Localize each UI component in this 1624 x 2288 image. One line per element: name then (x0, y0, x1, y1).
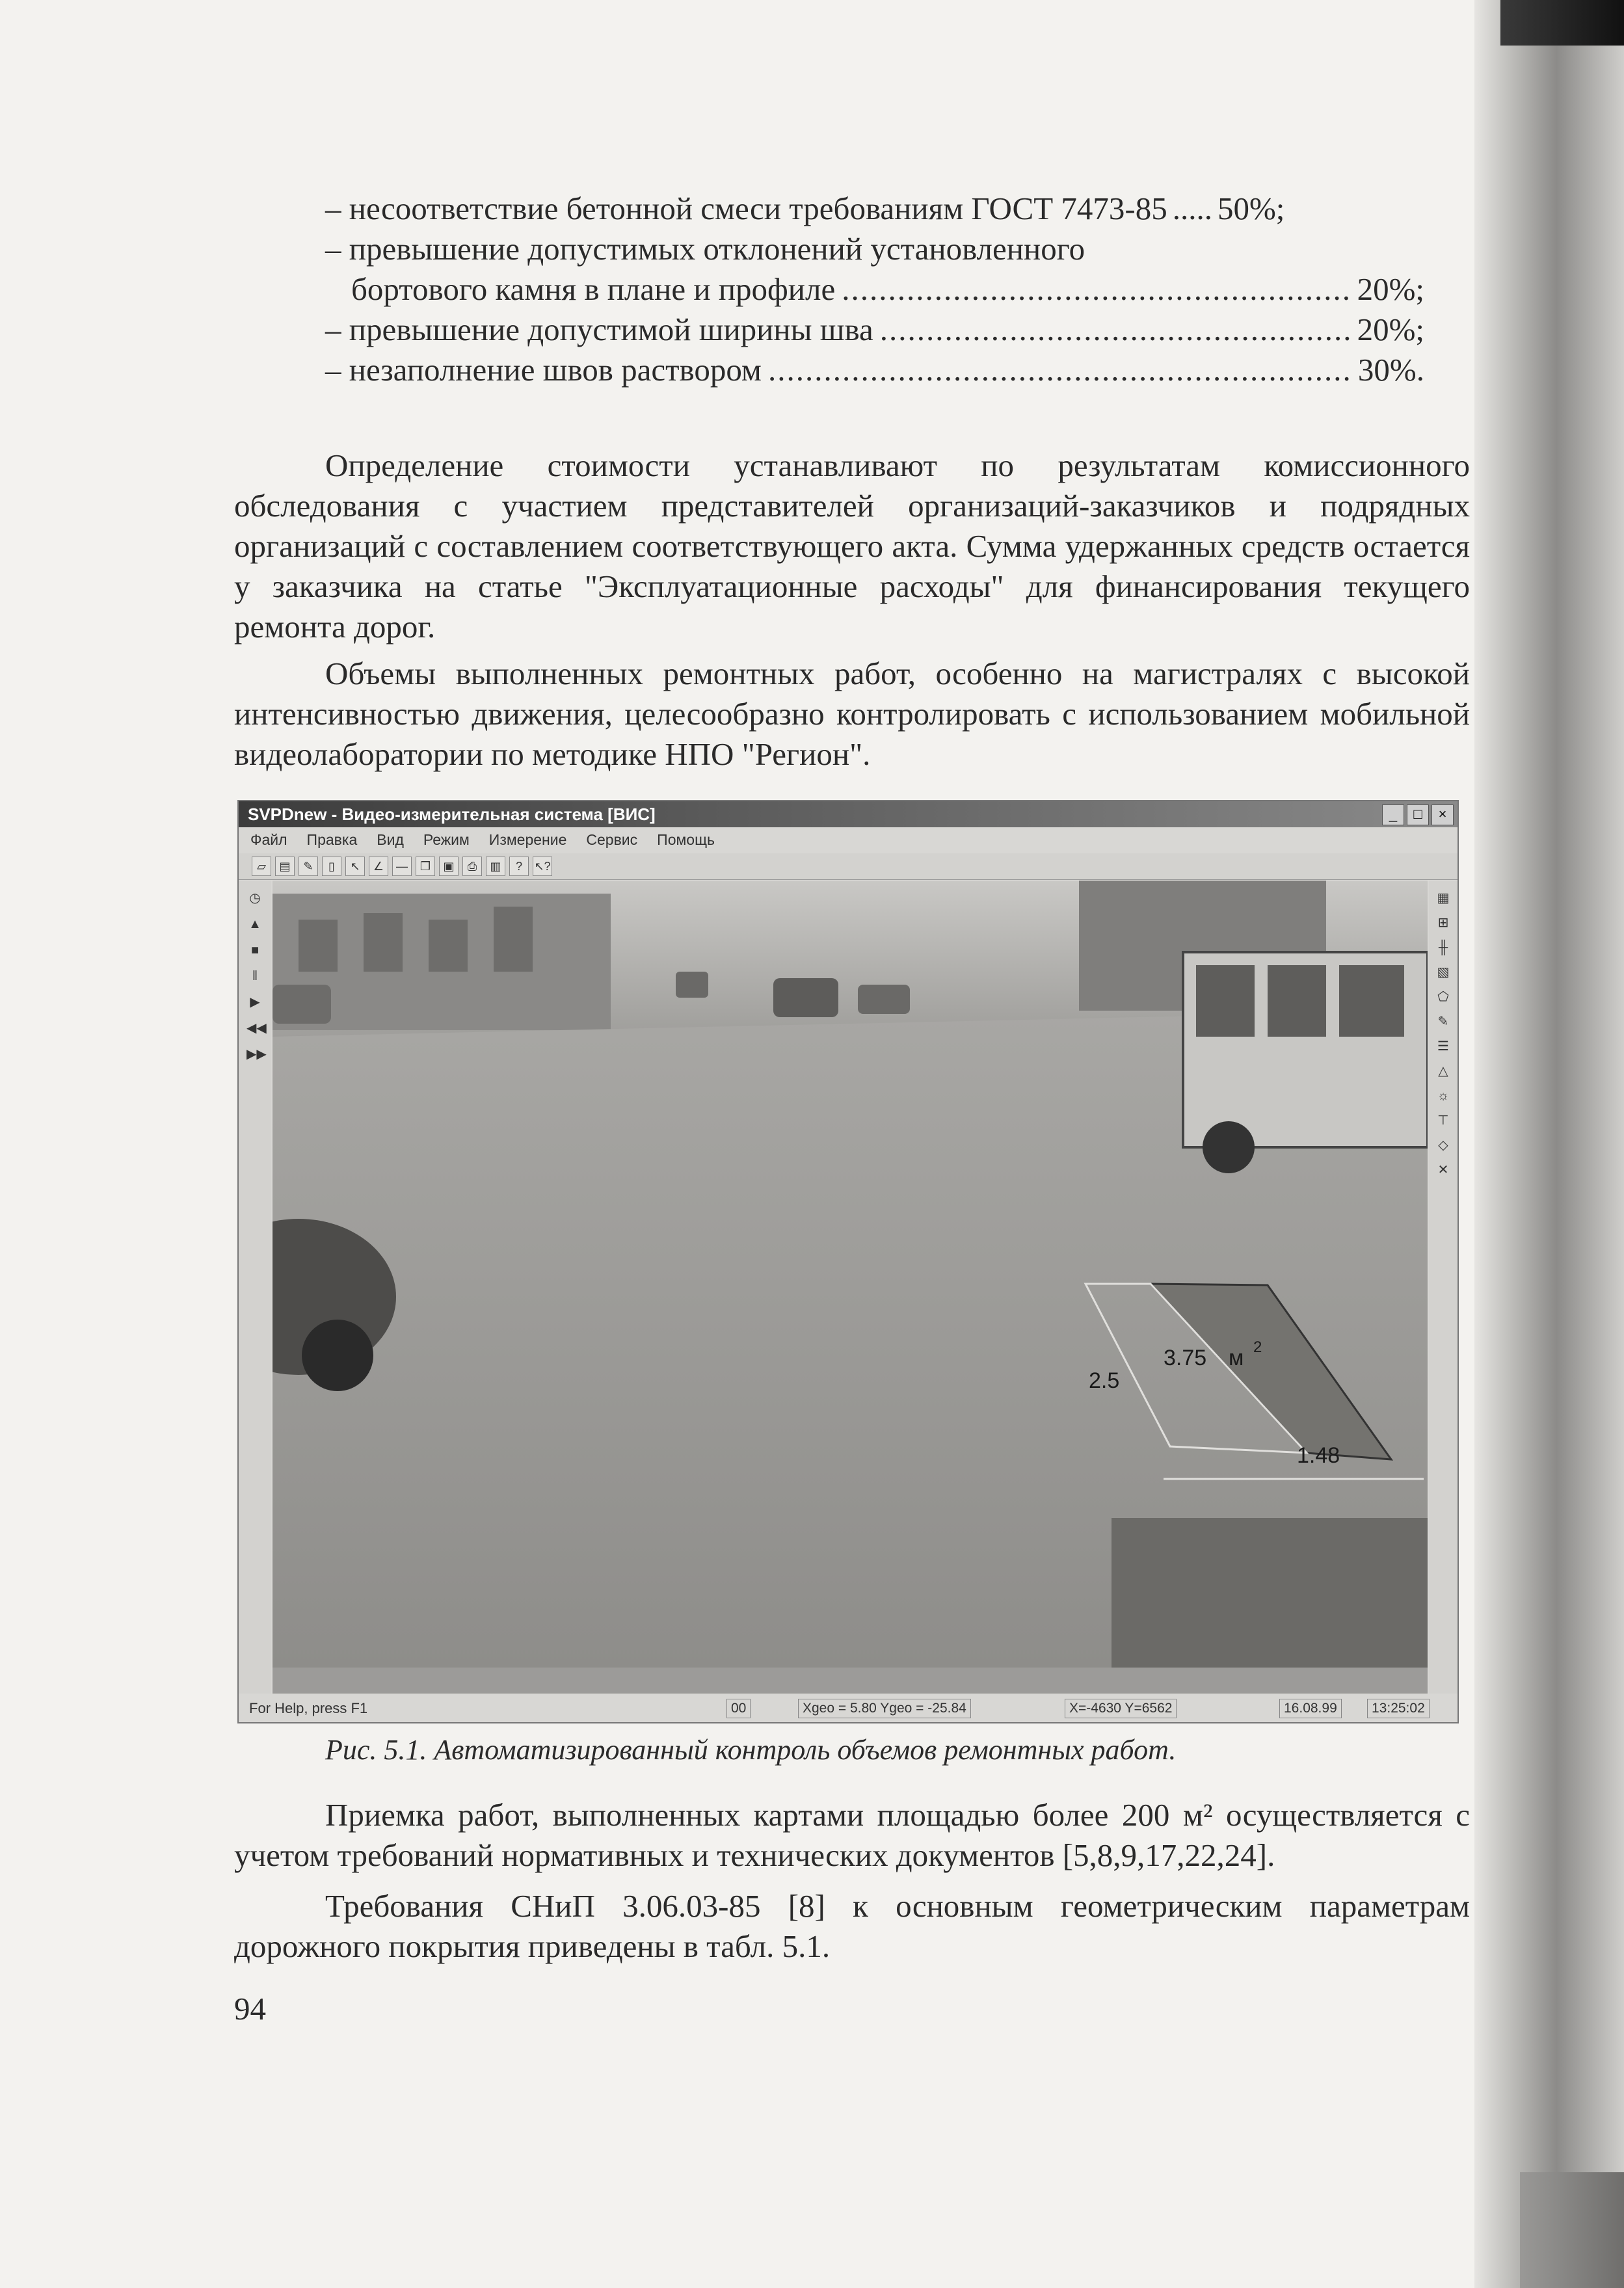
window-controls (1382, 805, 1454, 825)
edit-icon[interactable]: ✎ (299, 857, 318, 876)
stop-icon[interactable]: ■ (250, 943, 260, 957)
menu-measure[interactable]: Измерение (488, 831, 567, 848)
help-icon[interactable]: ? (509, 857, 529, 876)
car (858, 985, 910, 1014)
status-geo: Xgeo = 5.80 Ygeo = -25.84 (798, 1699, 971, 1718)
road-video-frame (273, 881, 1428, 1694)
rough-patch (1112, 1518, 1428, 1668)
list-item: – несоответствие бетонной смеси требованиям ГОСТ 7473-85 ..... 50%; (325, 191, 1285, 226)
pause-icon[interactable]: ‖ (252, 969, 258, 983)
close-button[interactable]: × (1431, 805, 1454, 825)
page-edge-dark (1500, 0, 1624, 46)
minimize-button[interactable]: _ (1382, 805, 1404, 825)
forward-icon[interactable]: ▶▶ (246, 1047, 267, 1061)
sun-icon[interactable]: ☼ (1437, 1089, 1450, 1103)
car (676, 972, 708, 998)
step-up-icon[interactable]: ▲ (248, 917, 261, 931)
paragraph: Приемка работ, выполненных картами площадью более 200 м² осуществляется с учетом требований нормативных и технических документов [5,8,9,17,22,24]. (234, 1797, 1470, 1873)
split-icon[interactable]: ⊞ (1437, 916, 1449, 930)
polygon-icon[interactable]: ⬠ (1437, 990, 1449, 1004)
road-scene (273, 881, 1428, 1668)
diamond-icon[interactable]: ◇ (1438, 1138, 1448, 1152)
list-item: – превышение допустимых отклонений установленного (325, 231, 1085, 267)
page-icon[interactable]: ▯ (322, 857, 341, 876)
page-number: 94 (234, 1991, 266, 2027)
play-icon[interactable]: ▶ (250, 995, 260, 1009)
line-icon[interactable]: — (392, 857, 412, 876)
paragraph: Требования СНиП 3.06.03-85 [8] к основным геометрическим параметрам дорожного покрытия приведены в табл. 5.1. (234, 1888, 1470, 1964)
settings-icon[interactable]: ▥ (486, 857, 505, 876)
grid-icon[interactable]: ▦ (1437, 891, 1450, 905)
status-time: 13:25:02 (1367, 1699, 1430, 1718)
car (773, 978, 838, 1017)
maximize-button[interactable]: □ (1407, 805, 1429, 825)
context-help-icon[interactable]: ↖? (533, 857, 552, 876)
copy-icon[interactable]: ❐ (416, 857, 435, 876)
menu-view[interactable]: Вид (377, 831, 404, 848)
page-edge-bottom (1520, 2172, 1624, 2288)
save-icon[interactable]: ▤ (275, 857, 295, 876)
rewind-icon[interactable]: ◀◀ (246, 1021, 267, 1035)
pointer-icon[interactable]: ↖ (345, 857, 365, 876)
clock-icon[interactable]: ◷ (249, 891, 261, 905)
menu-service[interactable]: Сервис (586, 831, 638, 848)
ruler-icon[interactable]: ╫ (1438, 940, 1448, 955)
menu-edit[interactable]: Правка (306, 831, 358, 848)
status-help: For Help, press F1 (249, 1700, 368, 1716)
area-unit-label: м (1229, 1346, 1244, 1370)
print-icon[interactable]: ⎙ (462, 857, 482, 876)
list-item: бортового камня в плане и профиле ..... 20%; (325, 269, 1424, 310)
menu-mode[interactable]: Режим (423, 831, 470, 848)
side-left-label: 2.5 (1089, 1368, 1120, 1393)
window-title: SVPDnew - Видео-измерительная система [ВИС] (248, 805, 656, 824)
dot-leader (842, 269, 1350, 310)
menu-bar (239, 827, 1458, 852)
menu-file[interactable]: Файл (250, 831, 287, 848)
list-item: – незаполнение швов раствором ..... 30%. (325, 350, 1424, 390)
cross-icon[interactable]: ✕ (1437, 1163, 1449, 1177)
list-icon[interactable]: ☰ (1437, 1039, 1449, 1054)
paragraph: Определение стоимости устанавливают по результатам комиссионного обследования с участием представителей организаций-заказчиков и подрядных организаций с составлением соответствующего акта. Сумма удержанных средств остается у заказчика на статье "Эксплуатационные расходы" для финансирования текущего ремонта дорог. (234, 447, 1470, 645)
list-item: – превышение допустимой ширины шва ..... 20%; (325, 310, 1424, 350)
measure-icon[interactable]: ∠ (369, 857, 388, 876)
status-xy: X=-4630 Y=6562 (1065, 1699, 1177, 1718)
status-bar (239, 1695, 1458, 1722)
menu-help[interactable]: Помощь (657, 831, 715, 848)
status-frame: 00 (726, 1699, 751, 1718)
window-titlebar (239, 801, 1458, 827)
deduction-list (325, 189, 1424, 390)
right-toolbar (1429, 881, 1458, 1694)
marker-icon[interactable]: ⊤ (1437, 1113, 1449, 1128)
status-date: 16.08.99 (1279, 1699, 1342, 1718)
area-exponent: 2 (1253, 1338, 1262, 1356)
paste-icon[interactable]: ▣ (439, 857, 459, 876)
toolbar (239, 853, 1458, 880)
figure-caption: Рис. 5.1. Автоматизированный контроль объемов ремонтных работ. (325, 1734, 1177, 1766)
dot-leader (880, 310, 1351, 350)
side-bottom-label: 1.48 (1297, 1443, 1340, 1468)
image-icon[interactable]: ▧ (1437, 965, 1450, 979)
page-edge-shadow (1474, 0, 1624, 2288)
area-label: 3.75 (1164, 1346, 1207, 1370)
triangle-icon[interactable]: △ (1438, 1064, 1448, 1078)
pen-icon[interactable]: ✎ (1437, 1015, 1449, 1029)
paragraph: Объемы выполненных ремонтных работ, особенно на магистралях с высокой интенсивностью движения, целесообразно контролировать с использованием мобильной видеолаборатории по методике НПО "Регион". (234, 656, 1470, 772)
dot-leader (768, 350, 1351, 390)
software-screenshot-figure (237, 800, 1459, 1723)
open-icon[interactable]: ▱ (252, 857, 271, 876)
left-toolbar (239, 881, 271, 1694)
